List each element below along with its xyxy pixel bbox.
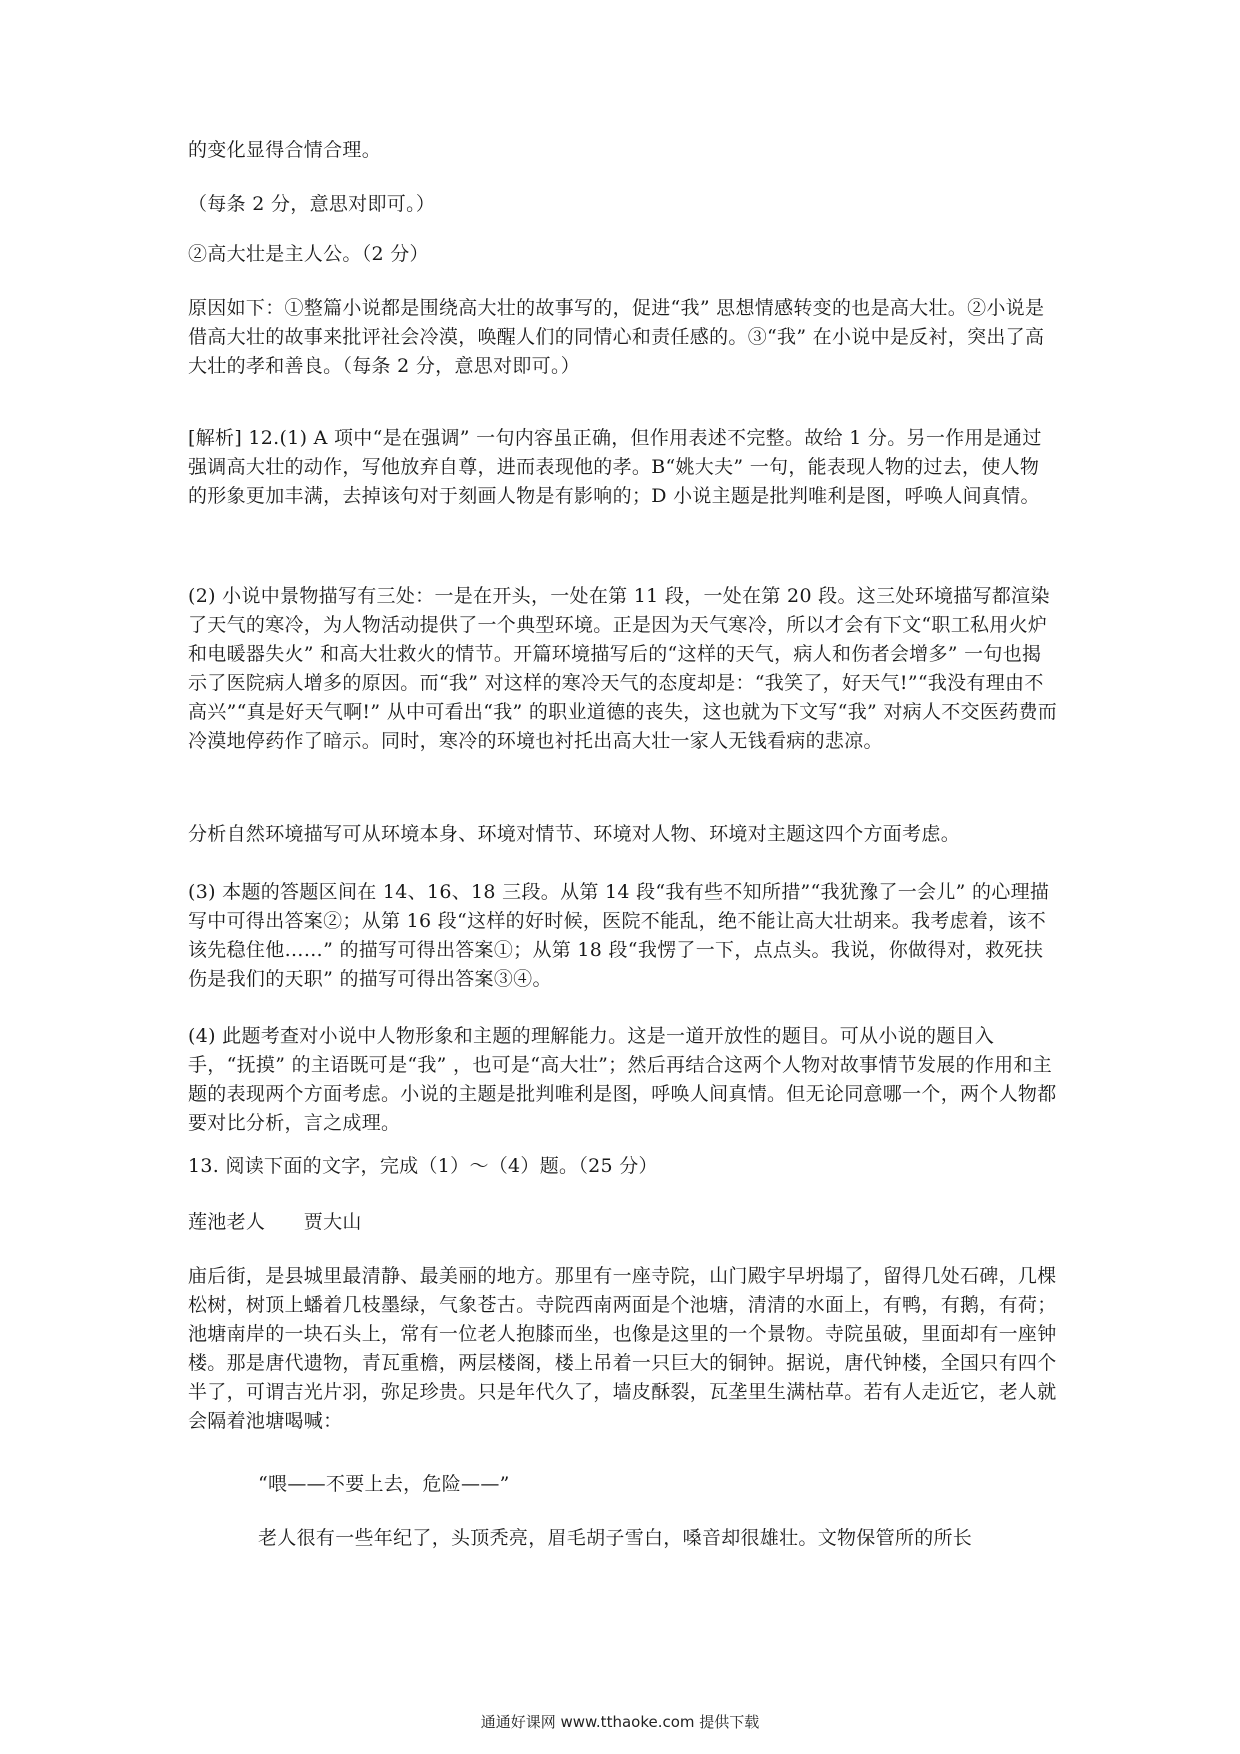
story-paragraph-1: 庙后街，是县城里最清静、最美丽的地方。那里有一座寺院，山门殿宇早坍塌了，留得几处石碑，几棵松树，树顶上蟠着几枝墨绿，气象苍古。寺院西南两面是个池塘，清清的水面上，有鸭，有鹅，有荷；池塘南岸的一块石头上，常有一位老人抱膝而坐，也像是这里的一个景物。寺院虽破，里面却有一座钟楼。那是唐代遗物，青瓦重檐，两层楼阁，楼上吊着一只巨大的铜钟。据说，唐代钟楼，全国只有四个半了，可谓吉光片羽，弥足珍贵。只是年代久了，墙皮酥裂，瓦垄里生满枯草。若有人走近它，老人就会隔着池塘喝喊： [188,1265,1057,1432]
analysis-12-2: (2) 小说中景物描写有三处：一是在开头，一处在第 11 段，一处在第 20 段。这三处环境描写都渲染了天气的寒冷，为人物活动提供了一个典型环境。正是因为天气寒冷，所以才会有下文“职工私用火炉和电暖器失火” 和高大壮救火的情节。开篇环境描写后的“这样的天气，病人和伤者会增多” 一句也揭示了医院病人增多的原因。而“我” 对这样的寒冷天气的态度却是：“我笑了，好天气!”“我没有理由不高兴”“真是好天气啊!” 从中可看出“我” 的职业道德的丧失，这也就为下文写“我” 对病人不交医药费而冷漠地停药作了暗示。同时，寒冷的环境也衬托出高大壮一家人无钱看病的悲凉。 [188,585,1058,752]
story-paragraph-2: 老人很有一些年纪了，头顶秃亮，眉毛胡子雪白，嗓音却很雄壮。文物保管所的所长 [258,1527,973,1549]
answer-continuation: 的变化显得合情合理。 [188,139,382,161]
page-footer: 通通好课网 www.tthaoke.com 提供下载 [480,1713,760,1731]
story-dialogue: “喂——不要上去，危险——” [258,1473,510,1495]
analysis-12-3: (3) 本题的答题区间在 14、16、18 三段。从第 14 段“我有些不知所措”“我犹豫了一会儿” 的心理描写中可得出答案②；从第 16 段“这样的好时候，医院不能乱，绝不能让高大壮胡来。我考虑着，该不该先稳住他……” 的描写可得出答案①；从第 18 段“我愣了一下，点点头。我说，你做得对，救死扶伤是我们的天职” 的描写可得出答案③④。 [188,881,1050,990]
question-13-heading: 13. 阅读下面的文字，完成（1）～（4）题。（25 分） [188,1155,658,1177]
answer-point-2: ②高大壮是主人公。（2 分） [188,243,429,265]
story-title-author: 莲池老人 贾大山 [188,1211,362,1233]
analysis-12-4: (4) 此题考查对小说中人物形象和主题的理解能力。这是一道开放性的题目。可从小说的题目入手，“抚摸” 的主语既可是“我” ，也可是“高大壮”；然后再结合这两个人物对故事情节发展的作用和主题的表现两个方面考虑。小说的主题是批判唯利是图，呼唤人间真情。但无论同意哪一个，两个人物都要对比分析，言之成理。 [188,1025,1057,1134]
reasons-paragraph: 原因如下：①整篇小说都是围绕高大壮的故事写的，促进“我” 思想情感转变的也是高大壮。②小说是借高大壮的故事来批评社会冷漠，唤醒人们的同情心和责任感的。③“我” 在小说中是反衬，突出了高大壮的孝和善良。（每条 2 分，意思对即可。） [188,297,1045,377]
analysis-method-note: 分析自然环境描写可从环境本身、环境对情节、环境对人物、环境对主题这四个方面考虑。 [188,823,961,845]
scoring-note: （每条 2 分，意思对即可。） [188,193,436,215]
analysis-12-1: [解析] 12.(1) A 项中“是在强调” 一句内容虽正确，但作用表述不完整。故给 1 分。另一作用是通过强调高大壮的动作，写他放弃自尊，进而表现他的孝。B“姚大夫” 一句，能表现人物的过去，使人物的形象更加丰满，去掉该句对于刻画人物是有影响的；D 小说主题是批判唯利是图，呼唤人间真情。 [188,427,1042,507]
